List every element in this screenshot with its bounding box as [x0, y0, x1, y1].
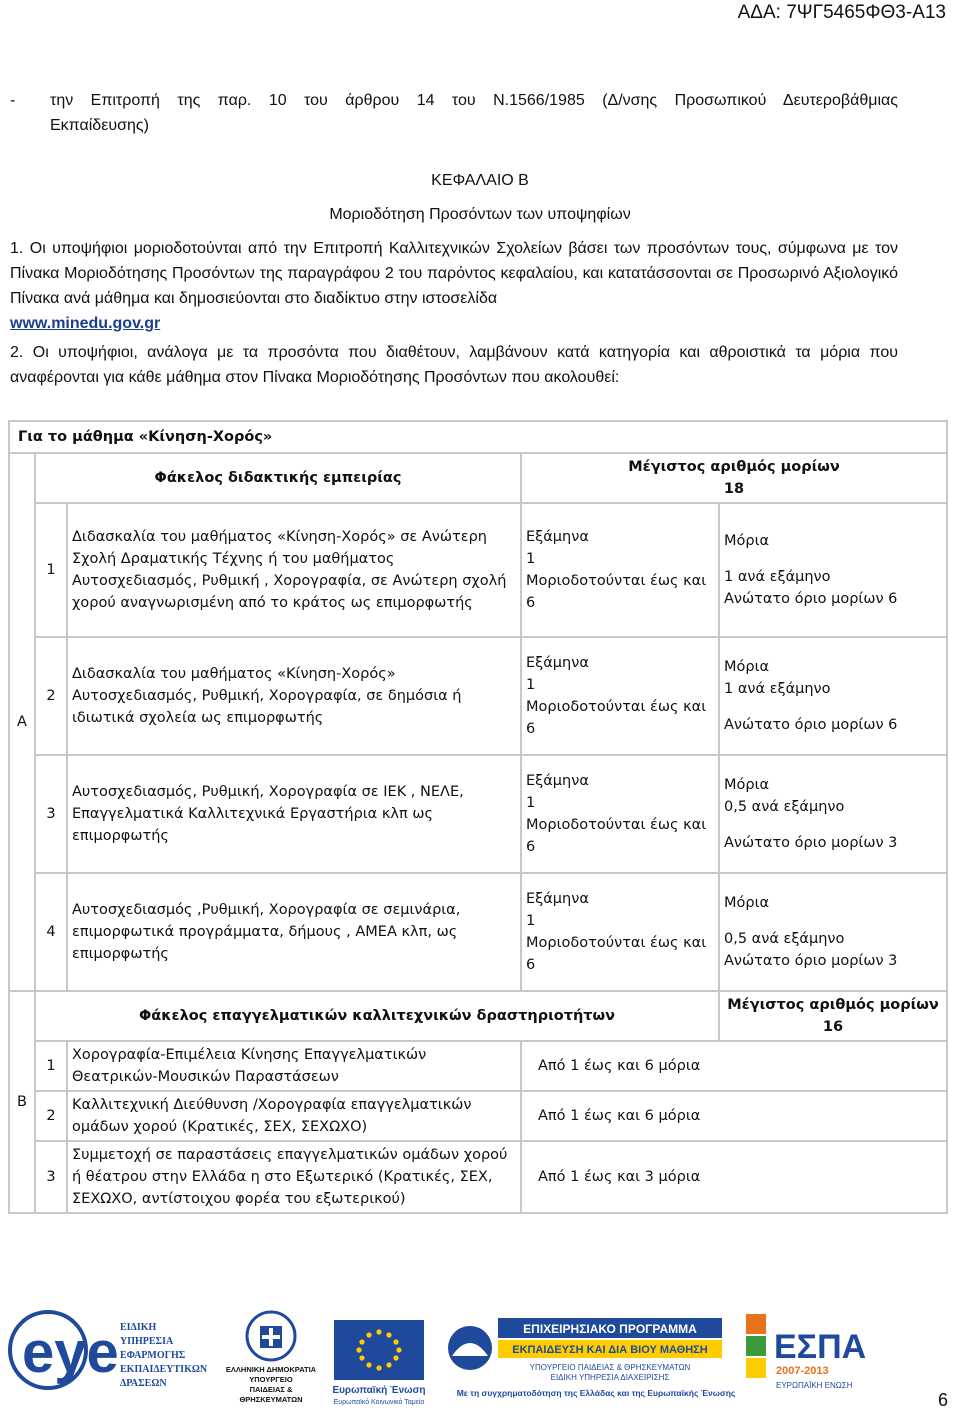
paragraph-2: 2. Οι υποψήφιοι, ανάλογα με τα προσόντα που διαθέτουν, λαμβάνουν κατά κατηγορία και αθροιστικά τα μόρια που αναφέρονται για κάθε μάθημα στον Πίνακα Μοριοδότησης Προσόντων που ακολουθεί:	[10, 344, 898, 386]
section-b-max	[719, 991, 947, 1041]
row-number: 4	[35, 873, 67, 991]
points-max: Ανώτατο όριο μορίων 3	[724, 953, 898, 969]
section-b-max-label: Μέγιστος αριθμός μορίων	[727, 997, 939, 1013]
row-points: Από 1 έως και 3 μόρια	[521, 1141, 947, 1213]
points-cell	[719, 637, 947, 755]
eu-flag	[332, 1320, 425, 1406]
table-row	[9, 873, 947, 991]
espa-tag: ΕΥΡΩΠΑΪΚΗ ΕΝΩΣΗ	[776, 1381, 853, 1390]
table-row	[9, 503, 947, 637]
eye-logo	[10, 1312, 208, 1389]
points-max: Ανώτατο όριο μορίων 6	[724, 717, 898, 733]
points-label: Μόρια	[724, 777, 770, 793]
espa-word: ΕΣΠΑ	[774, 1328, 867, 1366]
minedu-link[interactable]: www.minedu.gov.gr	[10, 315, 161, 332]
greek-state-4: ΘΡΗΣΚΕΥΜΑΤΩΝ	[239, 1395, 303, 1404]
semesters-label: Εξάμηνα	[526, 891, 589, 907]
points-cell	[719, 873, 947, 991]
section-a-label: Α	[9, 453, 35, 991]
semesters-note: Μοριοδοτούνται έως και 6	[526, 817, 707, 855]
page-number: 6	[937, 1390, 948, 1410]
chapter-title: ΚΕΦΑΛΑΙΟ Β	[431, 172, 529, 189]
points-max: Ανώτατο όριο μορίων 6	[724, 591, 898, 607]
espa-logo	[746, 1314, 866, 1390]
eye-text-2: ΥΠΗΡΕΣΙΑ	[120, 1336, 174, 1347]
semesters-cell	[521, 637, 719, 755]
row-description: Διδασκαλία του μαθήματος «Κίνηση-Χορός» σε Ανώτερη Σχολή Δραματικής Τέχνης ή του μαθήματος Αυτοσχεδιασμός, Ρυθμική , Χορογραφία, σε Ανώτερη σχολή χορού αναγνωρισμένη από το κράτος ως επιμορφωτής	[67, 503, 521, 637]
points-rate: 0,5 ανά εξάμηνο	[724, 799, 845, 815]
greek-state-1: ΕΛΛΗΝΙΚΗ ΔΗΜΟΚΡΑΤΙΑ	[225, 1365, 317, 1374]
row-description: Διδασκαλία του μαθήματος «Κίνηση-Χορός» Αυτοσχεδιασμός, Ρυθμική, Χορογραφία, σε δημόσια ή ιδιωτικά σχολεία ως επιμορφωτής	[67, 637, 521, 755]
semesters-label: Εξάμηνα	[526, 773, 589, 789]
row-description: Καλλιτεχνική Διεύθυνση /Χορογραφία επαγγελματικών ομάδων χορού (Κρατικές, ΣΕΧ, ΣΕΧΩΧΟ)	[67, 1091, 521, 1141]
row-number: 3	[35, 755, 67, 873]
row-number: 1	[35, 1041, 67, 1091]
programme-line-5: Με τη συγχρηματοδότηση της Ελλάδας και της Ευρωπαϊκής Ένωσης	[456, 1388, 736, 1398]
row-number: 1	[35, 503, 67, 637]
semesters-cell	[521, 503, 719, 637]
greek-state-3: ΠΑΙΔΕΙΑΣ &	[249, 1385, 293, 1394]
document-ada-code: ΑΔΑ: 7ΨΓ5465ΦΘ3-Α13	[737, 2, 946, 23]
semesters-note: Μοριοδοτούνται έως και 6	[526, 935, 707, 973]
points-max: Ανώτατο όριο μορίων 3	[724, 835, 898, 851]
points-cell	[719, 755, 947, 873]
section-b-label: Β	[9, 991, 35, 1213]
section-a-max	[521, 453, 947, 503]
intro-line-2: Εκπαίδευσης)	[50, 117, 149, 134]
row-description: Αυτοσχεδιασμός, Ρυθμική, Χορογραφία σε ΙΕΚ , ΝΕΛΕ, Επαγγελματικά Καλλιτεχνικά Εργαστήρια κλπ ως επιμορφωτής	[67, 755, 521, 873]
row-points: Από 1 έως και 6 μόρια	[521, 1091, 947, 1141]
eu-title: Ευρωπαϊκή Ένωση	[332, 1385, 426, 1396]
paragraph-1-text: 1. Οι υποψήφιοι μοριοδοτούνται από την Επιτροπή Καλλιτεχνικών Σχολείων βάσει των προσόντων τους, σύμφωνα με τον Πίνακα Μοριοδότησης Προσόντων της παραγράφου 2 του παρόντος κεφαλαίου, και κατατάσσονται σε Προσωρινό Αξιολογικό Πίνακα ανά μάθημα και δημοσιεύονται στο διαδίκτυο στην ιστοσελίδα	[10, 240, 898, 307]
eye-logo-mark: eye	[22, 1320, 119, 1385]
table-row	[9, 637, 947, 755]
row-points: Από 1 έως και 6 μόρια	[521, 1041, 947, 1091]
footer-logos	[8, 1300, 948, 1410]
greek-state-2: ΥΠΟΥΡΓΕΙΟ	[249, 1375, 293, 1384]
espa-years: 2007-2013	[776, 1365, 829, 1377]
section-b-max-value: 16	[822, 1019, 844, 1035]
points-cell	[719, 503, 947, 637]
scoring-table	[8, 420, 946, 1214]
section-b-heading: Φάκελος επαγγελματικών καλλιτεχνικών δραστηριοτήτων	[35, 991, 719, 1041]
row-number: 2	[35, 1091, 67, 1141]
eu-subtitle: Ευρωπαϊκό Κοινωνικό Ταμείο	[333, 1399, 425, 1406]
operational-programme-logo	[448, 1318, 736, 1398]
semesters-value: 1	[526, 795, 536, 811]
table-row	[9, 1091, 947, 1141]
points-rate: 0,5 ανά εξάμηνο	[724, 931, 845, 947]
row-description: Αυτοσχεδιασμός ,Ρυθμική, Χορογραφία σε σεμινάρια, επιμορφωτικά προγράμματα, δήμους , ΑΜΕΑ κλπ, ως επιμορφωτής	[67, 873, 521, 991]
paragraph-1	[10, 236, 898, 336]
programme-line-3: ΥΠΟΥΡΓΕΙΟ ΠΑΙΔΕΙΑΣ & ΘΡΗΣΚΕΥΜΑΤΩΝ	[529, 1363, 691, 1372]
chapter-subtitle: Μοριοδότηση Προσόντων των υποψηφίων	[329, 206, 631, 223]
footer-logos-svg	[8, 1300, 948, 1410]
row-description: Συμμετοχή σε παραστάσεις επαγγελματικών ομάδων χορού ή θέατρου στην Ελλάδα η στο Εξωτερικό (Κρατικές, ΣΕΧ, ΣΕΧΩΧΟ, αντίστοιχου φορέα του εξωτερικού)	[67, 1141, 521, 1213]
semesters-cell	[521, 873, 719, 991]
eye-text-3: ΕΦΑΡΜΟΓΗΣ	[120, 1350, 186, 1361]
eye-text-4: ΕΚΠΑΙΔΕΥΤΙΚΩΝ	[120, 1364, 208, 1375]
points-rate: 1 ανά εξάμηνο	[724, 569, 831, 585]
section-a-heading: Φάκελος διδακτικής εμπειρίας	[35, 453, 521, 503]
semesters-value: 1	[526, 677, 536, 693]
list-dash: -	[10, 92, 16, 109]
semesters-value: 1	[526, 913, 536, 929]
row-number: 3	[35, 1141, 67, 1213]
section-a-max-label: Μέγιστος αριθμός μορίων	[628, 459, 840, 475]
semesters-label: Εξάμηνα	[526, 529, 589, 545]
greek-coat-of-arms	[226, 1312, 317, 1404]
row-description: Χορογραφία-Επιμέλεια Κίνησης Επαγγελματικών Θεατρικών-Μουσικών Παραστάσεων	[67, 1041, 521, 1091]
table-row	[9, 1141, 947, 1213]
table-row	[9, 1041, 947, 1091]
section-a-max-value: 18	[723, 481, 745, 497]
programme-line-2: ΕΚΠΑΙΔΕΥΣΗ ΚΑΙ ΔΙΑ ΒΙΟΥ ΜΑΘΗΣΗ	[512, 1344, 708, 1356]
semesters-note: Μοριοδοτούνται έως και 6	[526, 699, 707, 737]
table-title: Για το μάθημα «Κίνηση-Χορός»	[9, 421, 947, 453]
points-label: Μόρια	[724, 895, 770, 911]
semesters-value: 1	[526, 551, 536, 567]
eye-text-1: ΕΙΔΙΚΗ	[120, 1322, 157, 1333]
points-label: Μόρια	[724, 659, 770, 675]
points-rate: 1 ανά εξάμηνο	[724, 681, 831, 697]
points-label: Μόρια	[724, 533, 770, 549]
intro-line-1: την Επιτροπή της παρ. 10 του άρθρου 14 του Ν.1566/1985 (Δ/νσης Προσωπικού Δευτεροβάθμιας	[50, 92, 898, 109]
semesters-note: Μοριοδοτούνται έως και 6	[526, 573, 707, 611]
semesters-cell	[521, 755, 719, 873]
eye-text-5: ΔΡΑΣΕΩΝ	[120, 1378, 167, 1389]
table-row	[9, 755, 947, 873]
row-number: 2	[35, 637, 67, 755]
programme-line-1: ΕΠΙΧΕΙΡΗΣΙΑΚΟ ΠΡΟΓΡΑΜΜΑ	[523, 1322, 697, 1336]
intro-item	[10, 88, 898, 138]
semesters-label: Εξάμηνα	[526, 655, 589, 671]
programme-line-4: ΕΙΔΙΚΗ ΥΠΗΡΕΣΙΑ ΔΙΑΧΕΙΡΙΣΗΣ	[550, 1373, 670, 1382]
